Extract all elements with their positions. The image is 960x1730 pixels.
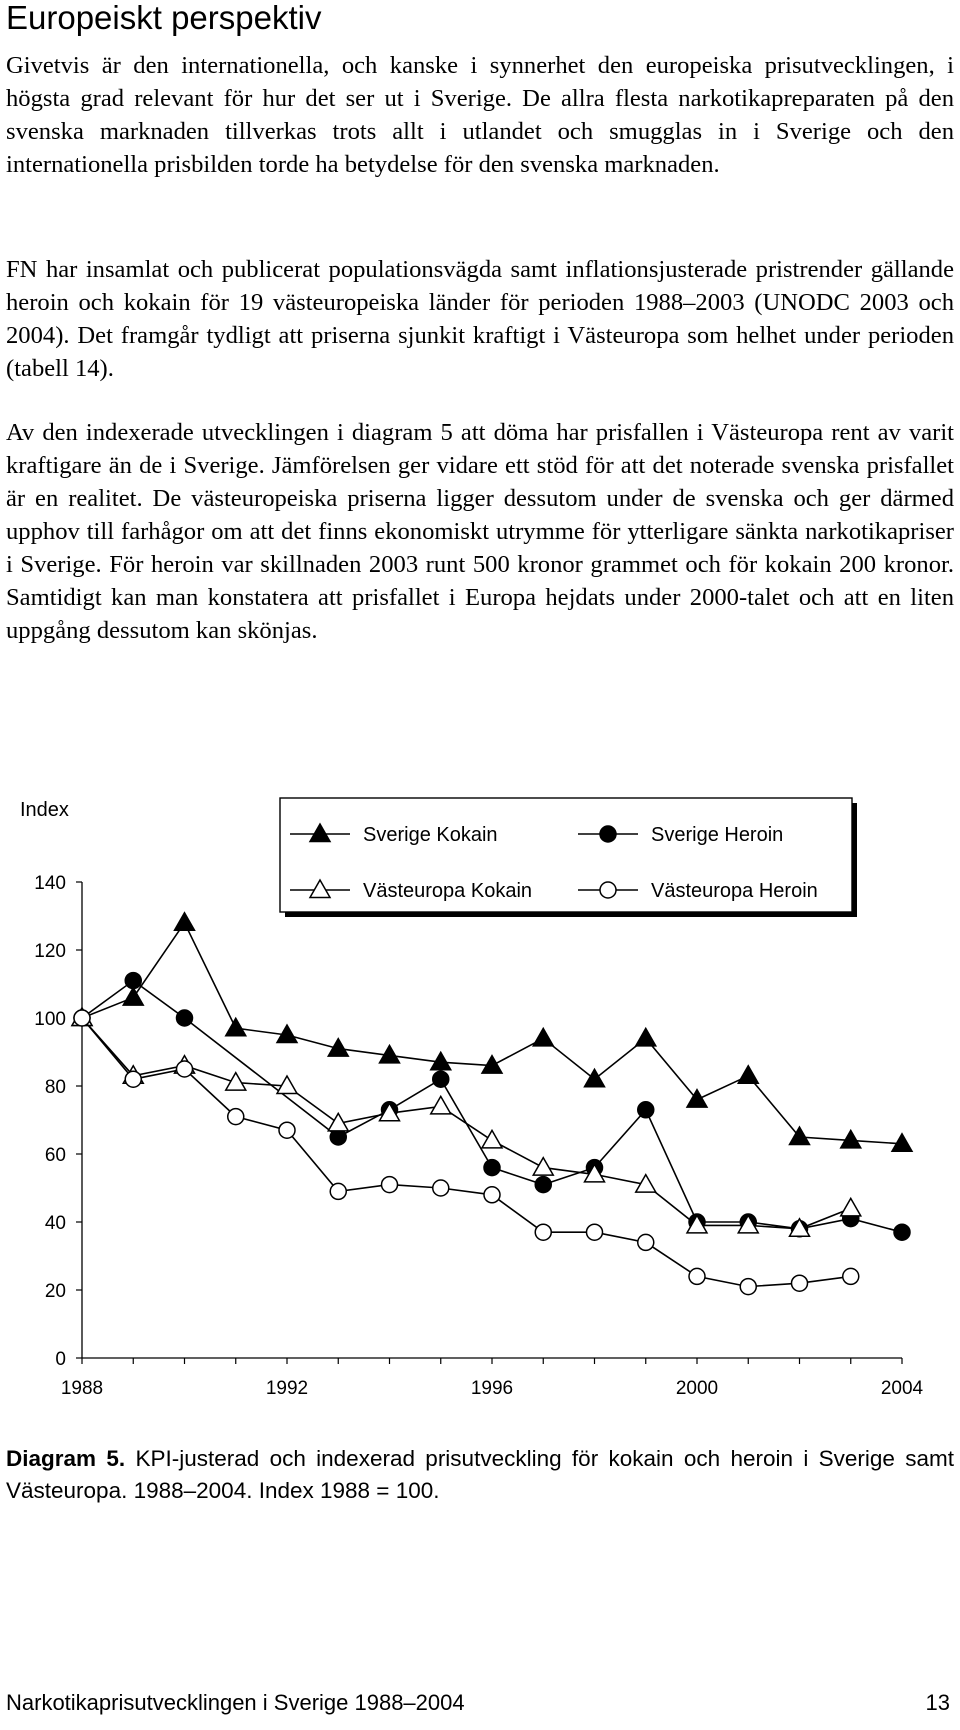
legend-label: Västeuropa Heroin	[651, 880, 818, 902]
price-index-chart	[0, 790, 960, 1420]
data-point	[585, 1069, 605, 1087]
x-tick-label: 1992	[265, 1378, 309, 1399]
chart-caption	[6, 1443, 954, 1507]
series-v-steuropa-heroin	[74, 1010, 859, 1295]
legend-label: Sverige Kokain	[363, 824, 498, 846]
data-point	[587, 1224, 603, 1240]
legend-marker	[600, 882, 616, 898]
y-tick-label: 100	[34, 1009, 66, 1030]
data-point	[792, 1275, 808, 1291]
data-point	[482, 1130, 502, 1148]
y-axis-label: Index	[20, 799, 69, 821]
data-point	[226, 1018, 246, 1035]
data-point	[279, 1122, 295, 1138]
caption-text: KPI-justerad och indexerad prisutveckling för kokain och heroin i Sverige samt Västeuropa. 1988–2004. Index 1988 = 100.	[6, 1446, 954, 1503]
page-number: 13	[925, 1690, 950, 1715]
y-tick-label: 0	[55, 1349, 66, 1370]
x-tick-label: 2004	[880, 1378, 924, 1399]
y-tick-label: 20	[44, 1281, 66, 1302]
data-point	[841, 1198, 861, 1216]
data-point	[433, 1071, 449, 1087]
x-tick-label: 1988	[60, 1378, 104, 1399]
legend-marker	[600, 826, 616, 842]
y-tick-label: 60	[44, 1145, 66, 1166]
data-point	[533, 1158, 553, 1176]
legend-label: Västeuropa Kokain	[363, 880, 533, 902]
data-point	[382, 1177, 398, 1193]
data-point	[226, 1073, 246, 1091]
x-tick-label: 1996	[470, 1378, 514, 1399]
data-point	[177, 1061, 193, 1077]
data-point	[738, 1066, 758, 1084]
data-point	[125, 1071, 141, 1087]
data-point	[125, 973, 141, 989]
data-point	[638, 1102, 654, 1118]
data-point	[740, 1279, 756, 1295]
data-point	[894, 1224, 910, 1240]
data-point	[636, 1028, 656, 1046]
data-point	[484, 1187, 500, 1203]
data-point	[535, 1224, 551, 1240]
data-point	[535, 1177, 551, 1193]
y-tick-label: 40	[44, 1213, 66, 1234]
x-axis	[61, 1358, 924, 1399]
data-point	[843, 1268, 859, 1284]
data-point	[638, 1234, 654, 1250]
series-line	[82, 1018, 851, 1229]
data-point	[228, 1109, 244, 1125]
footer-title: Narkotikaprisutvecklingen i Sverige 1988–2004	[6, 1690, 465, 1715]
paragraph-comparison: Av den indexerade utvecklingen i diagram 5 att döma har prisfallen i Västeuropa rent av varit kraftigare än de i Sverige. Jämförelsen ger vidare ett stöd för att det noterade svenska prisfallet är en realitet. De västeuropeiska priserna ligger dessutom under de svenska och ger därmed upphov till farhågor om att det finns ekonomiskt utrymme för ytterligare sänkta narkotikapriser i Sverige. För heroin var skillnaden 2003 runt 500 kronor grammet och för kokain 200 kronor. Samtidigt kan man konstatera att prisfallet i Europa hejdats under 2000-talet och att en liten uppgång dessutom kan skönjas.	[6, 419, 954, 644]
data-point	[433, 1180, 449, 1196]
legend-label: Sverige Heroin	[651, 824, 784, 846]
chart-legend	[280, 798, 857, 917]
data-point	[533, 1028, 553, 1046]
data-point	[123, 988, 143, 1006]
caption-label: Diagram 5.	[6, 1446, 126, 1471]
y-tick-label: 140	[34, 873, 66, 894]
y-tick-label: 120	[34, 941, 66, 962]
page-title: Europeiskt perspektiv	[6, 0, 322, 36]
paragraph-un-data: FN har insamlat och publicerat populationsvägda samt inflationsjusterade pristrender gällande heroin och kokain för 19 västeuropeiska länder för perioden 1988–2003 (UNODC 2003 och 2004). Det framgår tydligt att priserna sjunkit kraftigt i Västeuropa som helhet under perioden (tabell 14).	[6, 256, 954, 382]
series-line	[82, 1018, 851, 1287]
data-point	[74, 1010, 90, 1026]
y-tick-label: 80	[44, 1077, 66, 1098]
x-tick-label: 2000	[675, 1378, 719, 1399]
data-point	[431, 1096, 451, 1114]
data-point	[484, 1160, 500, 1176]
data-point	[689, 1268, 705, 1284]
y-axis	[20, 799, 82, 1370]
series-sverige-kokain	[72, 913, 912, 1152]
paragraph-intro: Givetvis är den internationella, och kanske i synnerhet den europeiska prisutvecklingen, i högsta grad relevant för hur det ser ut i Sverige. De allra flesta narkotikapreparaten på den svenska marknaden tillverkas trots allt i utlandet och smugglas in i Sverige och den internationella prisbilden torde ha betydelse för den svenska marknaden.	[6, 52, 954, 178]
data-point	[177, 1010, 193, 1026]
data-point	[330, 1183, 346, 1199]
series-lines	[72, 913, 912, 1295]
data-point	[175, 913, 195, 931]
